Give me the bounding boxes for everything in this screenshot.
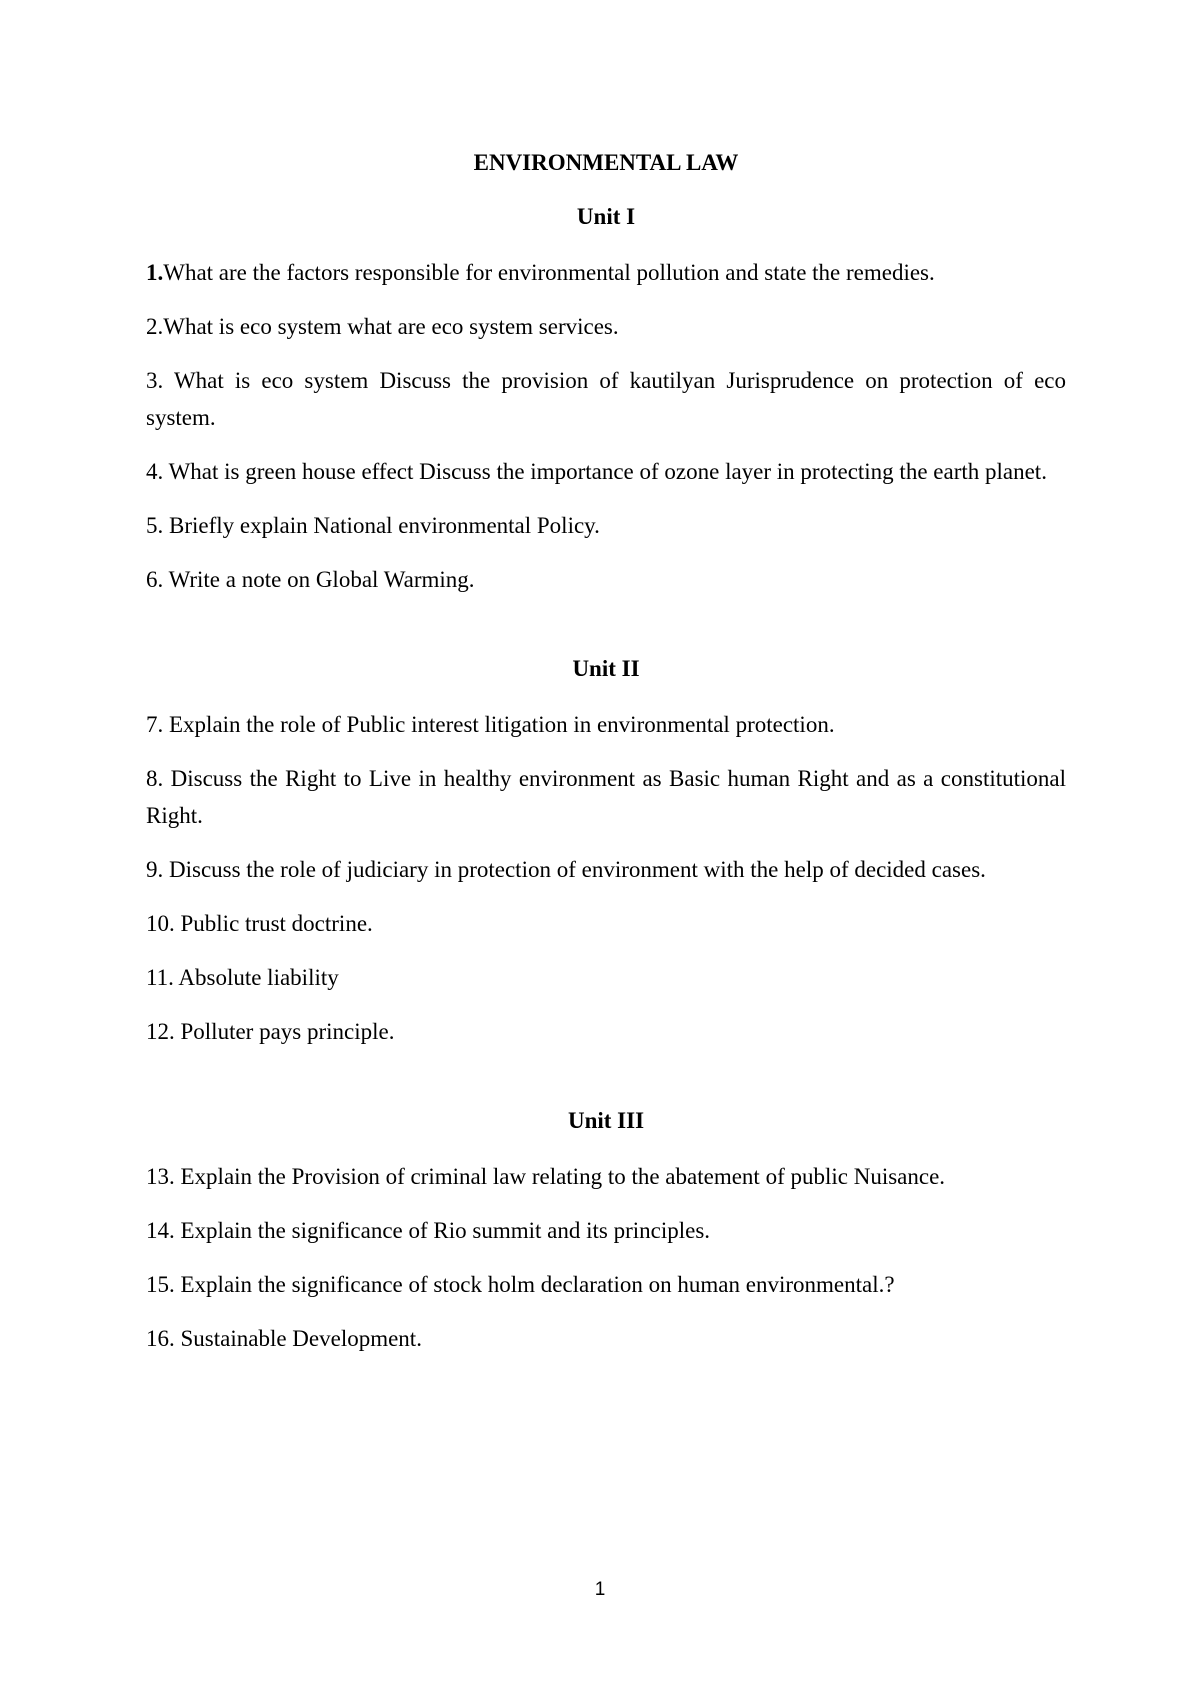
document-content [146, 146, 1066, 1374]
unit-section-1 [146, 200, 1066, 598]
question-number: 10. [146, 911, 175, 936]
question-item [146, 362, 1066, 436]
question-number: 12. [146, 1019, 175, 1044]
question-item [146, 1158, 1066, 1195]
question-text: Polluter pays principle. [174, 1019, 395, 1044]
page-number: 1 [594, 1579, 606, 1600]
question-number: 4. [146, 459, 164, 484]
question-text: Explain the significance of stock holm declaration on human environmental.? [174, 1272, 895, 1297]
question-number: 14. [146, 1218, 175, 1243]
unit-heading: Unit III [567, 1108, 645, 1133]
question-number: 5. [146, 513, 164, 538]
question-number: 13. [146, 1164, 175, 1189]
question-text: Discuss the role of judiciary in protection of environment with the help of decided cases. [163, 857, 986, 882]
question-number: 11. [146, 965, 174, 990]
question-item [146, 1266, 1066, 1303]
question-item [146, 254, 1066, 291]
unit-heading: Unit I [576, 204, 636, 229]
question-text: Sustainable Development. [174, 1326, 422, 1351]
question-item [146, 1320, 1066, 1357]
unit-section-2 [146, 652, 1066, 1050]
question-text: Explain the role of Public interest litigation in environmental protection. [163, 712, 835, 737]
question-number: 1. [146, 260, 164, 285]
question-text: Explain the Provision of criminal law relating to the abatement of public Nuisance. [174, 1164, 946, 1189]
question-text: Public trust doctrine. [174, 911, 373, 936]
question-number: 9. [146, 857, 164, 882]
question-text: Write a note on Global Warming. [163, 567, 475, 592]
question-number: 16. [146, 1326, 175, 1351]
question-text: What is eco system what are eco system services. [163, 314, 619, 339]
document-title: ENVIRONMENTAL LAW [473, 150, 739, 175]
question-text: Discuss the Right to Live in healthy environment as Basic human Right and as a constitutional Right. [146, 766, 1066, 828]
unit-section-3 [146, 1104, 1066, 1357]
question-number: 7. [146, 712, 164, 737]
question-number: 15. [146, 1272, 175, 1297]
question-item [146, 561, 1066, 598]
question-item [146, 851, 1066, 888]
question-item [146, 760, 1066, 834]
question-number: 2. [146, 314, 164, 339]
question-text: Explain the significance of Rio summit and its principles. [174, 1218, 711, 1243]
question-item [146, 507, 1066, 544]
question-number: 3. [146, 368, 164, 393]
question-text: What are the factors responsible for environmental pollution and state the remedies. [163, 260, 935, 285]
question-number: 8. [146, 766, 164, 791]
question-item [146, 1013, 1066, 1050]
question-item [146, 959, 1066, 996]
question-item [146, 453, 1066, 490]
question-text: Absolute liability [173, 965, 339, 990]
unit-heading: Unit II [572, 656, 640, 681]
question-item [146, 1212, 1066, 1249]
question-text: What is eco system Discuss the provision of kautilyan Jurisprudence on protection of eco system. [146, 368, 1066, 430]
question-item [146, 308, 1066, 345]
question-item [146, 905, 1066, 942]
question-text: Briefly explain National environmental Policy. [163, 513, 600, 538]
question-item [146, 706, 1066, 743]
question-text: What is green house effect Discuss the importance of ozone layer in protecting the earth planet. [163, 459, 1047, 484]
question-number: 6. [146, 567, 164, 592]
